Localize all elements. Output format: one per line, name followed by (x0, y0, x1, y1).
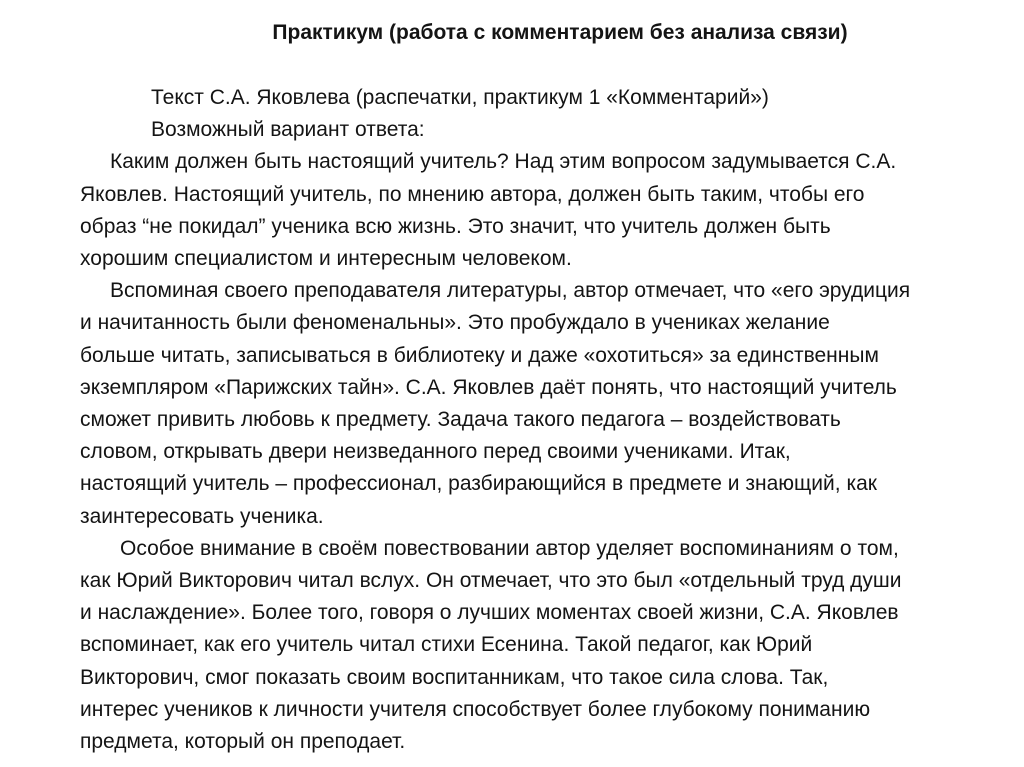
paragraph-line: образ “не покидал” ученика всю жизнь. Это значит, что учитель должен быть (80, 214, 831, 238)
paragraph-line: как Юрий Викторович читал вслух. Он отмечает, что это был «отдельный труд души (80, 569, 902, 593)
paragraph-line: экземпляром «Парижских тайн». С.А. Яковлев даёт понять, что настоящий учитель (80, 375, 897, 399)
intro-answer-line: Возможный вариант ответа: (151, 118, 425, 142)
paragraph-line: сможет привить любовь к предмету. Задача такого педагога – воздействовать (80, 408, 841, 432)
paragraph-line: предмета, который он преподает. (80, 730, 406, 754)
paragraph-line: Каким должен быть настоящий учитель? Над этим вопросом задумывается С.А. (110, 150, 897, 174)
paragraph-1 (80, 146, 1010, 275)
paragraph-line: словом, открывать двери неизведанного перед своими учениками. Итак, (80, 440, 791, 464)
intro-text-line: Текст С.А. Яковлева (распечатки, практикум 1 «Комментарий») (151, 86, 769, 109)
paragraph-line: Викторович, смог показать своим воспитанникам, что такое сила слова. Так, (80, 665, 829, 689)
paragraph-line: хорошим специалистом и интересным человеком. (80, 247, 572, 271)
paragraph-line: и наслаждение». Более того, говоря о лучших моментах своей жизни, С.А. Яковлев (80, 601, 899, 625)
paragraph-line: вспоминает, как его учитель читал стихи Есенина. Такой педагог, как Юрий (80, 633, 813, 657)
paragraph-line: и начитанность были феноменальны». Это пробуждало в учениках желание (80, 311, 830, 335)
paragraph-line: настоящий учитель – профессионал, разбирающийся в предмете и знающий, как (80, 472, 877, 496)
paragraph-line: Особое внимание в своём повествовании автор уделяет воспоминаниям о том, (120, 536, 899, 560)
slide-title: Практикум (работа с комментарием без анализа связи) (272, 21, 848, 44)
paragraph-2 (80, 275, 1010, 533)
paragraph-line: заинтересовать ученика. (80, 504, 324, 528)
paragraph-line: интерес учеников к личности учителя способствует более глубокому пониманию (80, 697, 871, 721)
paragraph-line: Яковлев. Настоящий учитель, по мнению автора, должен быть таким, чтобы его (80, 182, 865, 206)
paragraph-3 (80, 533, 1010, 758)
paragraph-line: Вспоминая своего преподавателя литературы, автор отмечает, что «его эрудиция (110, 279, 911, 303)
paragraph-line: больше читать, записываться в библиотеку и даже «охотиться» за единственным (80, 343, 879, 367)
slide-body (80, 82, 1010, 758)
